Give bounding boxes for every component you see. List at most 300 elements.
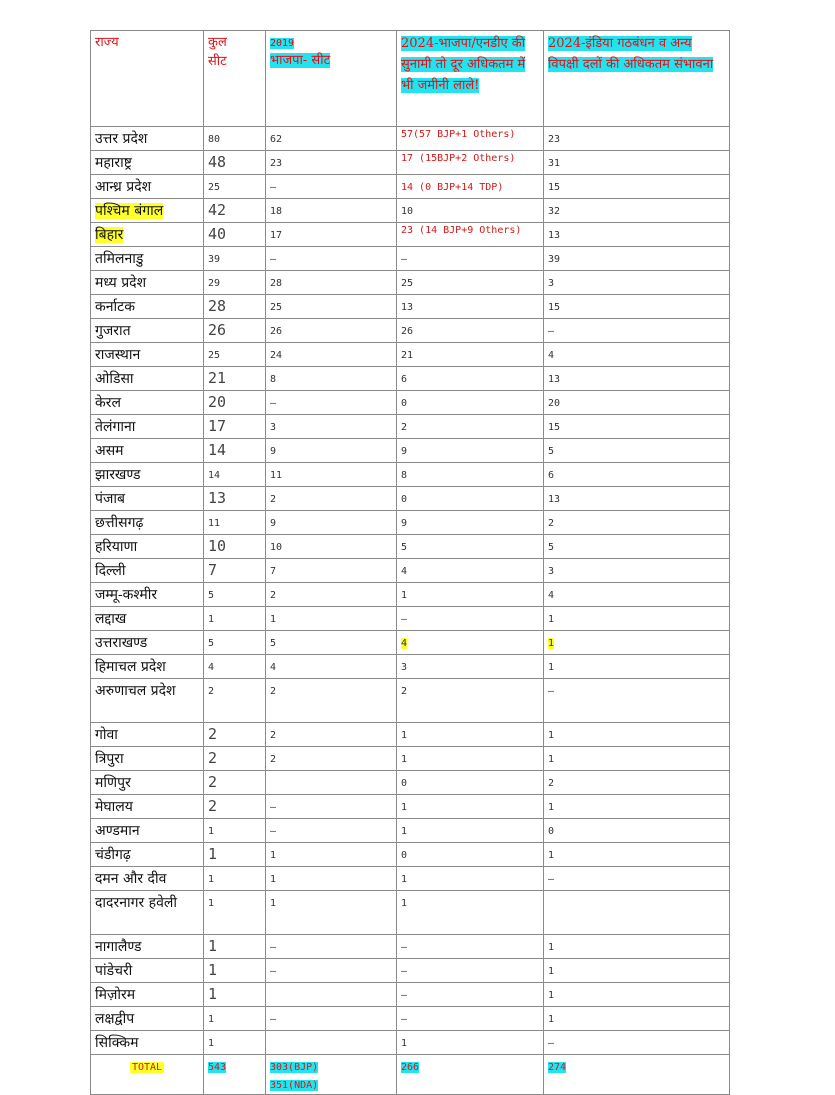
total-seats: 17 bbox=[208, 417, 227, 435]
total-seats: 2 bbox=[208, 773, 218, 791]
india-2024-seats-cell bbox=[544, 511, 730, 535]
state-name: छत्तीसगढ़ bbox=[95, 515, 144, 531]
state-name-cell bbox=[91, 463, 204, 487]
state-name: तमिलनाडु bbox=[95, 251, 144, 267]
india-2024-seats-cell bbox=[544, 819, 730, 843]
state-name-cell bbox=[91, 415, 204, 439]
nda-2024-seats-cell bbox=[397, 463, 544, 487]
total-seats-cell bbox=[204, 199, 266, 223]
nda-2024-seats: 10 bbox=[401, 206, 414, 217]
total-seats: 2 bbox=[208, 749, 218, 767]
bjp-2019-seats-cell bbox=[266, 295, 397, 319]
bjp-2019-seats-cell bbox=[266, 867, 397, 891]
nda-2024-seats-cell bbox=[397, 723, 544, 747]
india-2024-seats-cell bbox=[544, 175, 730, 199]
bjp-2019-seats-cell bbox=[266, 607, 397, 631]
india-2024-seats-cell bbox=[544, 795, 730, 819]
total-seats-cell bbox=[204, 439, 266, 463]
bjp-2019-seats-cell bbox=[266, 795, 397, 819]
india-2024-seats: 15 bbox=[548, 182, 561, 193]
total-seats: 2 bbox=[208, 686, 215, 697]
table-row bbox=[91, 319, 730, 343]
india-2024-seats: 13 bbox=[548, 374, 561, 385]
total-seats: 21 bbox=[208, 369, 227, 387]
total-seats-cell bbox=[204, 1007, 266, 1031]
nda-2024-seats-cell bbox=[397, 655, 544, 679]
india-2024-seats: 32 bbox=[548, 206, 561, 217]
india-2024-seats: 0 bbox=[548, 826, 555, 837]
state-name-cell bbox=[91, 175, 204, 199]
state-name: उत्तराखण्ड bbox=[95, 635, 148, 651]
total-seats: 26 bbox=[208, 321, 227, 339]
bjp-2019-seats-cell bbox=[266, 127, 397, 151]
state-name-cell bbox=[91, 223, 204, 247]
total-seats: 40 bbox=[208, 225, 227, 243]
nda-2024-seats-cell bbox=[397, 959, 544, 983]
nda-2024-seats: 1 bbox=[401, 590, 408, 601]
state-name-cell bbox=[91, 867, 204, 891]
bjp-2019-seats-cell bbox=[266, 1031, 397, 1055]
nda-2024-seats: – bbox=[401, 614, 408, 625]
seat-projection-table bbox=[90, 30, 730, 1095]
total-seats-cell bbox=[204, 535, 266, 559]
bjp-2019-seats: 5 bbox=[270, 638, 277, 649]
total-seats-cell bbox=[204, 747, 266, 771]
table-row bbox=[91, 655, 730, 679]
bjp-2019-seats-cell bbox=[266, 819, 397, 843]
india-2024-seats-cell bbox=[544, 415, 730, 439]
state-name: नागालैण्ड bbox=[95, 939, 142, 955]
total-bjp-2019-cell bbox=[266, 1055, 397, 1095]
india-2024-seats: 1 bbox=[548, 1014, 555, 1025]
total-seats: 1 bbox=[208, 1038, 215, 1049]
state-name: त्रिपुरा bbox=[95, 751, 124, 767]
bjp-2019-seats: 2 bbox=[270, 686, 277, 697]
bjp-2019-seats-cell bbox=[266, 631, 397, 655]
india-2024-seats-cell bbox=[544, 439, 730, 463]
nda-2024-seats-cell bbox=[397, 487, 544, 511]
india-2024-seats-cell bbox=[544, 1031, 730, 1055]
header-total-seats bbox=[204, 31, 266, 127]
nda-2024-seats: 0 bbox=[401, 850, 408, 861]
header-total-line1: कुल bbox=[208, 35, 227, 50]
total-seats-cell bbox=[204, 867, 266, 891]
state-name: राजस्थान bbox=[95, 347, 141, 363]
bjp-2019-seats-cell bbox=[266, 199, 397, 223]
india-2024-seats: 39 bbox=[548, 254, 561, 265]
india-2024-seats-cell bbox=[544, 583, 730, 607]
table-row bbox=[91, 415, 730, 439]
state-name: गोवा bbox=[95, 727, 118, 743]
india-2024-seats: 13 bbox=[548, 230, 561, 241]
nda-2024-seats: 2 bbox=[401, 422, 408, 433]
bjp-2019-seats: 1 bbox=[270, 898, 277, 909]
total-bjp-2019-nda: 351(NDA) bbox=[270, 1080, 319, 1091]
table-row bbox=[91, 151, 730, 175]
total-seats: 14 bbox=[208, 470, 221, 481]
state-name-cell bbox=[91, 631, 204, 655]
india-2024-seats: – bbox=[548, 686, 555, 697]
india-2024-seats: – bbox=[548, 1038, 555, 1049]
state-name: सिक्किम bbox=[95, 1035, 139, 1051]
bjp-2019-seats: 24 bbox=[270, 350, 283, 361]
table-row bbox=[91, 559, 730, 583]
table-row bbox=[91, 271, 730, 295]
nda-2024-seats: – bbox=[401, 966, 408, 977]
table-row bbox=[91, 819, 730, 843]
table-row bbox=[91, 867, 730, 891]
total-seats-cell bbox=[204, 391, 266, 415]
bjp-2019-seats-cell bbox=[266, 487, 397, 511]
bjp-2019-seats-cell bbox=[266, 583, 397, 607]
india-2024-seats-cell bbox=[544, 655, 730, 679]
total-label: TOTAL bbox=[131, 1062, 163, 1073]
total-seats-cell bbox=[204, 935, 266, 959]
total-seats-cell bbox=[204, 631, 266, 655]
total-seats: 42 bbox=[208, 201, 227, 219]
india-2024-seats: 1 bbox=[548, 754, 555, 765]
state-name-cell bbox=[91, 319, 204, 343]
table-row bbox=[91, 1031, 730, 1055]
nda-2024-seats: 26 bbox=[401, 326, 414, 337]
nda-2024-seats: 13 bbox=[401, 302, 414, 313]
state-name-cell bbox=[91, 511, 204, 535]
bjp-2019-seats-cell bbox=[266, 319, 397, 343]
nda-2024-seats-cell bbox=[397, 511, 544, 535]
total-seats: 7 bbox=[208, 561, 218, 579]
state-name: मणिपुर bbox=[95, 775, 131, 791]
total-seats: 1 bbox=[208, 961, 218, 979]
india-2024-seats-cell bbox=[544, 631, 730, 655]
total-seats-cell bbox=[204, 175, 266, 199]
header-nda-2024-text: 2024-भाजपा/एनडीए की सुनामी तो दूर अधिकतम में भी जमीनी लाले! bbox=[401, 36, 526, 93]
total-seats: 5 bbox=[208, 638, 215, 649]
total-seats: 14 bbox=[208, 441, 227, 459]
bjp-2019-seats: 18 bbox=[270, 206, 283, 217]
bjp-2019-seats: – bbox=[270, 398, 277, 409]
total-seats-cell bbox=[204, 795, 266, 819]
nda-2024-seats: 8 bbox=[401, 470, 408, 481]
india-2024-seats-cell bbox=[544, 151, 730, 175]
total-india-2024-cell bbox=[544, 1055, 730, 1095]
bjp-2019-seats-cell bbox=[266, 747, 397, 771]
state-name: मध्य प्रदेश bbox=[95, 275, 147, 291]
state-name: तेलंगाना bbox=[95, 419, 136, 435]
table-row bbox=[91, 511, 730, 535]
bjp-2019-seats: 1 bbox=[270, 850, 277, 861]
total-seats-cell bbox=[204, 559, 266, 583]
bjp-2019-seats: – bbox=[270, 1014, 277, 1025]
india-2024-seats: 15 bbox=[548, 422, 561, 433]
india-2024-seats-cell bbox=[544, 891, 730, 935]
nda-2024-seats: 4 bbox=[401, 638, 408, 649]
total-seats-cell bbox=[204, 655, 266, 679]
total-seats-cell bbox=[204, 843, 266, 867]
total-seats-cell bbox=[204, 343, 266, 367]
table-row bbox=[91, 175, 730, 199]
bjp-2019-seats: 2 bbox=[270, 754, 277, 765]
nda-2024-seats: 0 bbox=[401, 494, 408, 505]
nda-2024-seats-cell bbox=[397, 367, 544, 391]
total-seats: 1 bbox=[208, 1014, 215, 1025]
bjp-2019-seats: 10 bbox=[270, 542, 283, 553]
total-seats-cell bbox=[204, 247, 266, 271]
table-row bbox=[91, 983, 730, 1007]
nda-2024-seats: 23 (14 BJP+9 Others) bbox=[401, 225, 522, 236]
bjp-2019-seats-cell bbox=[266, 723, 397, 747]
india-2024-seats: 3 bbox=[548, 566, 555, 577]
india-2024-seats-cell bbox=[544, 559, 730, 583]
india-2024-seats: 1 bbox=[548, 942, 555, 953]
bjp-2019-seats-cell bbox=[266, 959, 397, 983]
table-row bbox=[91, 367, 730, 391]
header-state bbox=[91, 31, 204, 127]
india-2024-seats-cell bbox=[544, 223, 730, 247]
bjp-2019-seats: 9 bbox=[270, 446, 277, 457]
bjp-2019-seats: 2 bbox=[270, 494, 277, 505]
state-name: बिहार bbox=[95, 227, 124, 243]
table-row bbox=[91, 391, 730, 415]
state-name: गुजरात bbox=[95, 323, 131, 339]
nda-2024-seats: 25 bbox=[401, 278, 414, 289]
bjp-2019-seats-cell bbox=[266, 511, 397, 535]
india-2024-seats-cell bbox=[544, 771, 730, 795]
nda-2024-seats: 9 bbox=[401, 518, 408, 529]
state-name: चंडीगढ़ bbox=[95, 847, 131, 863]
state-name: उत्तर प्रदेश bbox=[95, 131, 148, 147]
total-seats: 80 bbox=[208, 134, 221, 145]
table-row bbox=[91, 463, 730, 487]
table-row bbox=[91, 679, 730, 723]
nda-2024-seats-cell bbox=[397, 391, 544, 415]
bjp-2019-seats-cell bbox=[266, 771, 397, 795]
bjp-2019-seats-cell bbox=[266, 271, 397, 295]
table-row bbox=[91, 631, 730, 655]
india-2024-seats: 1 bbox=[548, 850, 555, 861]
india-2024-seats-cell bbox=[544, 867, 730, 891]
bjp-2019-seats: 23 bbox=[270, 158, 283, 169]
india-2024-seats: 3 bbox=[548, 278, 555, 289]
table-row bbox=[91, 771, 730, 795]
india-2024-seats: 1 bbox=[548, 966, 555, 977]
bjp-2019-seats-cell bbox=[266, 415, 397, 439]
nda-2024-seats: 17 (15BJP+2 Others) bbox=[401, 153, 516, 164]
total-row bbox=[91, 1055, 730, 1095]
state-name-cell bbox=[91, 367, 204, 391]
bjp-2019-seats-cell bbox=[266, 367, 397, 391]
total-seats: 1 bbox=[208, 937, 218, 955]
state-name: अण्डमान bbox=[95, 823, 140, 839]
total-seats-cell bbox=[204, 723, 266, 747]
header-row bbox=[91, 31, 730, 127]
total-india-2024-value: 274 bbox=[548, 1062, 567, 1073]
state-name: हरियाणा bbox=[95, 539, 138, 555]
state-name: दमन और दीव bbox=[95, 871, 167, 887]
total-seats: 13 bbox=[208, 489, 227, 507]
india-2024-seats: 1 bbox=[548, 730, 555, 741]
state-name-cell bbox=[91, 607, 204, 631]
bjp-2019-seats-cell bbox=[266, 559, 397, 583]
nda-2024-seats-cell bbox=[397, 747, 544, 771]
bjp-2019-seats: 3 bbox=[270, 422, 277, 433]
india-2024-seats-cell bbox=[544, 607, 730, 631]
state-name-cell bbox=[91, 391, 204, 415]
nda-2024-seats: 9 bbox=[401, 446, 408, 457]
bjp-2019-seats-cell bbox=[266, 983, 397, 1007]
bjp-2019-seats: 11 bbox=[270, 470, 283, 481]
bjp-2019-seats: 62 bbox=[270, 134, 283, 145]
total-nda-2024-cell bbox=[397, 1055, 544, 1095]
total-seats-cell bbox=[204, 959, 266, 983]
state-name: झारखण्ड bbox=[95, 467, 141, 483]
bjp-2019-seats: – bbox=[270, 966, 277, 977]
state-name: महाराष्ट्र bbox=[95, 155, 132, 171]
bjp-2019-seats: 28 bbox=[270, 278, 283, 289]
india-2024-seats: 1 bbox=[548, 638, 555, 649]
bjp-2019-seats: 7 bbox=[270, 566, 277, 577]
header-bjp-2019 bbox=[266, 31, 397, 127]
state-name-cell bbox=[91, 439, 204, 463]
bjp-2019-seats-cell bbox=[266, 1007, 397, 1031]
table-row bbox=[91, 199, 730, 223]
bjp-2019-seats: 2 bbox=[270, 730, 277, 741]
nda-2024-seats-cell bbox=[397, 1031, 544, 1055]
bjp-2019-seats-cell bbox=[266, 223, 397, 247]
india-2024-seats: 6 bbox=[548, 470, 555, 481]
table-row bbox=[91, 535, 730, 559]
state-name-cell bbox=[91, 959, 204, 983]
nda-2024-seats: – bbox=[401, 1014, 408, 1025]
header-india-2024-text: 2024-इंडिया गठबंधन व अन्य विपक्षी दलों की अधिकतम संभावना bbox=[548, 36, 714, 72]
total-seats: 25 bbox=[208, 350, 221, 361]
total-seats-cell bbox=[204, 415, 266, 439]
nda-2024-seats-cell bbox=[397, 607, 544, 631]
nda-2024-seats-cell bbox=[397, 679, 544, 723]
state-name: अरुणाचल प्रदेश bbox=[95, 683, 176, 699]
table-row bbox=[91, 343, 730, 367]
state-name: लक्षद्वीप bbox=[95, 1011, 135, 1027]
state-name: लद्दाख bbox=[95, 611, 127, 627]
nda-2024-seats: – bbox=[401, 254, 408, 265]
state-name: जम्मू-कश्मीर bbox=[95, 587, 158, 603]
india-2024-seats: 2 bbox=[548, 518, 555, 529]
nda-2024-seats-cell bbox=[397, 223, 544, 247]
bjp-2019-seats-cell bbox=[266, 655, 397, 679]
india-2024-seats-cell bbox=[544, 343, 730, 367]
bjp-2019-seats-cell bbox=[266, 935, 397, 959]
state-name-cell bbox=[91, 843, 204, 867]
total-seats-cell bbox=[204, 1055, 266, 1095]
india-2024-seats-cell bbox=[544, 319, 730, 343]
india-2024-seats: 1 bbox=[548, 614, 555, 625]
total-seats-cell bbox=[204, 487, 266, 511]
header-total-line2: सीट bbox=[208, 54, 227, 69]
bjp-2019-seats: – bbox=[270, 254, 277, 265]
nda-2024-seats: 6 bbox=[401, 374, 408, 385]
total-seats-cell bbox=[204, 891, 266, 935]
india-2024-seats: 4 bbox=[548, 350, 555, 361]
nda-2024-seats: 21 bbox=[401, 350, 414, 361]
india-2024-seats: 23 bbox=[548, 134, 561, 145]
state-name-cell bbox=[91, 771, 204, 795]
india-2024-seats-cell bbox=[544, 983, 730, 1007]
india-2024-seats: 1 bbox=[548, 802, 555, 813]
table-row bbox=[91, 607, 730, 631]
india-2024-seats-cell bbox=[544, 127, 730, 151]
nda-2024-seats-cell bbox=[397, 795, 544, 819]
nda-2024-seats-cell bbox=[397, 935, 544, 959]
state-name-cell bbox=[91, 1007, 204, 1031]
total-seats: 1 bbox=[208, 985, 218, 1003]
table-row bbox=[91, 795, 730, 819]
nda-2024-seats-cell bbox=[397, 631, 544, 655]
nda-2024-seats: 1 bbox=[401, 1038, 408, 1049]
total-seats: 11 bbox=[208, 518, 221, 529]
state-name: असम bbox=[95, 443, 124, 459]
state-name: केरल bbox=[95, 395, 121, 411]
nda-2024-seats: 3 bbox=[401, 662, 408, 673]
india-2024-seats: 1 bbox=[548, 990, 555, 1001]
state-name: मेघालय bbox=[95, 799, 133, 815]
total-seats: 1 bbox=[208, 845, 218, 863]
india-2024-seats-cell bbox=[544, 959, 730, 983]
total-seats: 2 bbox=[208, 797, 218, 815]
total-seats: 4 bbox=[208, 662, 215, 673]
nda-2024-seats: – bbox=[401, 942, 408, 953]
state-name: पांडेचरी bbox=[95, 963, 133, 979]
nda-2024-seats: 0 bbox=[401, 398, 408, 409]
header-india-2024 bbox=[544, 31, 730, 127]
india-2024-seats: 5 bbox=[548, 542, 555, 553]
total-seats: 25 bbox=[208, 182, 221, 193]
india-2024-seats: 4 bbox=[548, 590, 555, 601]
total-seats-value: 543 bbox=[208, 1062, 227, 1073]
bjp-2019-seats: 8 bbox=[270, 374, 277, 385]
total-seats-cell bbox=[204, 319, 266, 343]
nda-2024-seats-cell bbox=[397, 439, 544, 463]
total-seats-cell bbox=[204, 771, 266, 795]
india-2024-seats: – bbox=[548, 874, 555, 885]
nda-2024-seats-cell bbox=[397, 247, 544, 271]
bjp-2019-seats-cell bbox=[266, 343, 397, 367]
total-seats-cell bbox=[204, 1031, 266, 1055]
bjp-2019-seats: – bbox=[270, 182, 277, 193]
total-label-cell bbox=[91, 1055, 204, 1095]
state-name-cell bbox=[91, 583, 204, 607]
table-row bbox=[91, 583, 730, 607]
bjp-2019-seats: 1 bbox=[270, 614, 277, 625]
total-seats: 39 bbox=[208, 254, 221, 265]
total-seats: 29 bbox=[208, 278, 221, 289]
state-name-cell bbox=[91, 795, 204, 819]
header-bjp-2019-year: 2019 bbox=[270, 38, 295, 49]
bjp-2019-seats: 4 bbox=[270, 662, 277, 673]
state-name-cell bbox=[91, 747, 204, 771]
state-name-cell bbox=[91, 983, 204, 1007]
total-seats-cell bbox=[204, 679, 266, 723]
bjp-2019-seats-cell bbox=[266, 463, 397, 487]
state-name: ओडिसा bbox=[95, 371, 134, 387]
table-row bbox=[91, 935, 730, 959]
table-row bbox=[91, 295, 730, 319]
state-name: आन्ध्र प्रदेश bbox=[95, 179, 152, 195]
nda-2024-seats-cell bbox=[397, 1007, 544, 1031]
total-seats: 48 bbox=[208, 153, 227, 171]
india-2024-seats-cell bbox=[544, 247, 730, 271]
nda-2024-seats: – bbox=[401, 990, 408, 1001]
india-2024-seats-cell bbox=[544, 295, 730, 319]
table-row bbox=[91, 723, 730, 747]
